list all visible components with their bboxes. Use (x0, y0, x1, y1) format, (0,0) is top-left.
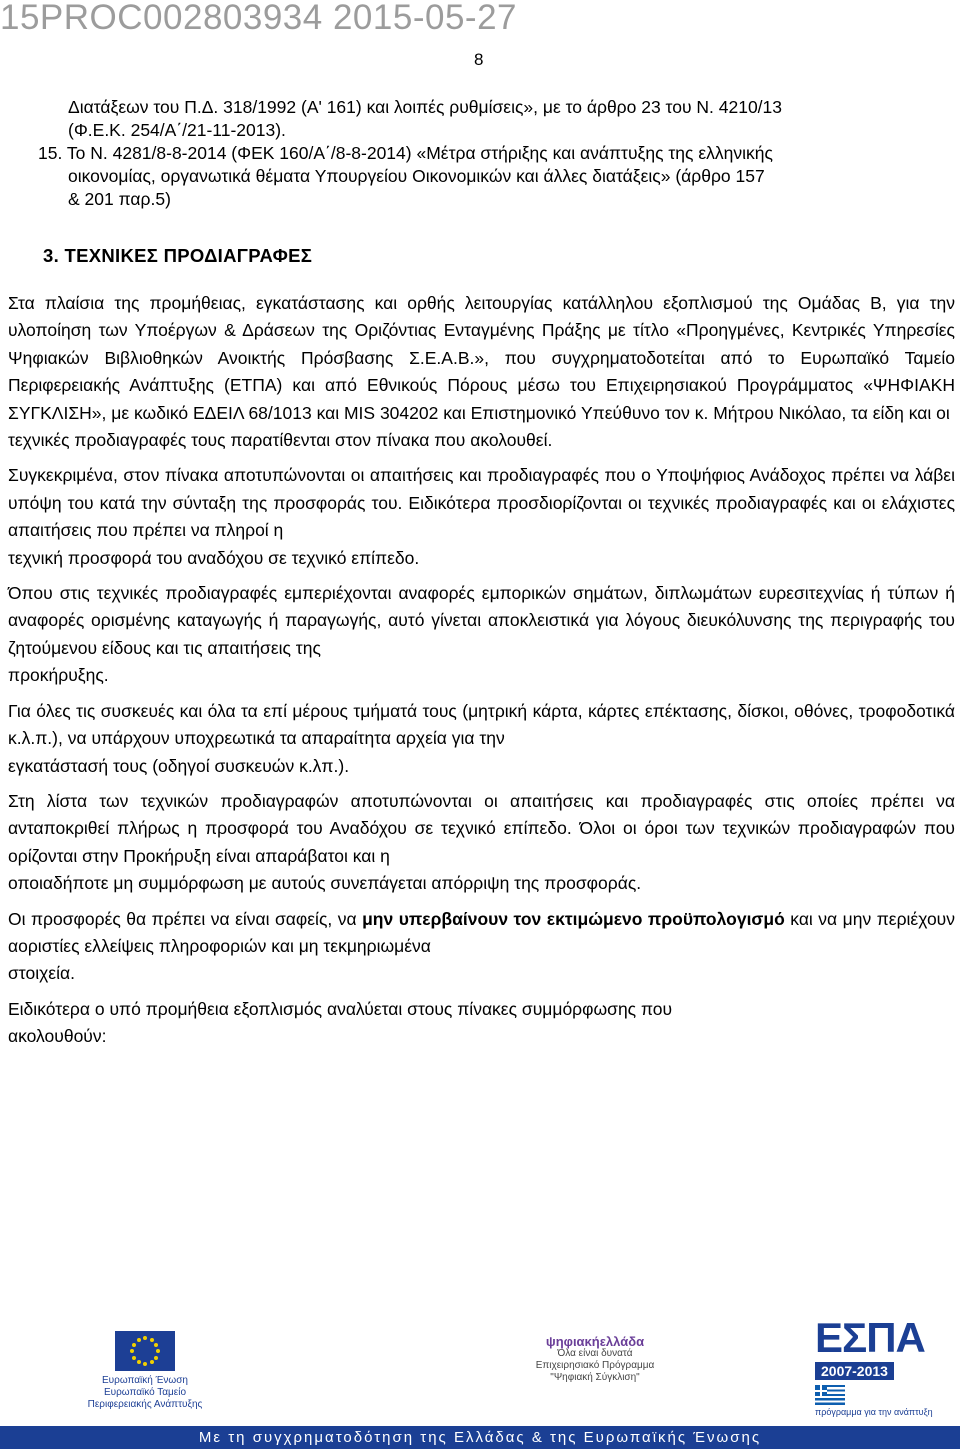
eu-star-icon (143, 1362, 147, 1366)
espa-wordmark: ΕΣΠΑ (815, 1314, 925, 1361)
list-item-15-line: 15. Το Ν. 4281/8-8-2014 (ΦΕΚ 160/Α΄/8-8-2014) «Μέτρα στήριξης και ανάπτυξης της ελληνικής (38, 143, 773, 163)
espa-logo (815, 1316, 945, 1417)
paragraph-text: Για όλες τις συσκευές και όλα τα επί μέρους τμήματά τους (μητρική κάρτα, κάρτες επέκτασης, δίσκοι, οθόνες, τροφοδοτικά κ.λ.π.), να υπάρχουν υποχρεωτικά τα απαραίτητα αρχεία για την (8, 700, 955, 749)
list-item-15-line: & 201 παρ.5) (68, 189, 171, 209)
espa-tagline: πρόγραμμα για την ανάπτυξη (815, 1407, 933, 1417)
eu-star-icon (150, 1360, 154, 1364)
eu-star-icon (137, 1360, 141, 1364)
paragraph-last-line: ακολουθούν: (8, 1026, 107, 1047)
paragraph-last-line: οποιαδήποτε μη συμμόρφωση με αυτούς συνεπάγεται απόρριψη της προσφοράς. (8, 873, 642, 894)
eu-logo-text: Ευρωπαϊκή Ένωση (102, 1375, 188, 1386)
eu-star-icon (150, 1338, 154, 1342)
paragraph-last-line: τεχνική προσφορά του αναδόχου σε τεχνικό επίπεδο. (8, 547, 420, 568)
paragraph (8, 788, 955, 898)
paragraph-text: Συγκεκριμένα, στον πίνακα αποτυπώνονται οι απαιτήσεις και προδιαγραφές που ο Υποψήφιος Ανάδοχος πρέπει να λάβει υπόψη του κατά την σύνταξη της προσφοράς του. Ειδικότερα προσδιορίζονται οι τεχνικές προδιαγραφές και οι ελάχιστες απαιτήσεις που πρέπει να πληροί η (8, 465, 955, 541)
eu-star-icon (154, 1356, 158, 1360)
eu-star-icon (156, 1349, 160, 1353)
eu-star-icon (143, 1336, 147, 1340)
section-heading: 3. ΤΕΧΝΙΚΕΣ ΠΡΟΔΙΑΓΡΑΦΕΣ (43, 245, 313, 266)
paragraph-last-line: προκήρυξης. (8, 665, 109, 686)
greek-flag-icon (815, 1385, 845, 1405)
list-item-14-line: Διατάξεων του Π.Δ. 318/1992 (Α' 161) και λοιπές ρυθμίσεις», με το άρθρο 23 του Ν. 4210/13 (68, 97, 783, 117)
paragraph-text: Στη λίστα των τεχνικών προδιαγραφών αποτυπώνονται οι απαιτήσεις και προδιαγραφές στις οποίες πρέπει να ανταποκριθεί πλήρως η προσφορά του Αναδόχου σε τεχνικό επίπεδο. Όλοι οι όροι των τεχνικών προδιαγραφών που ορίζονται στην Προκήρυξη είναι απαράβατοι και η (8, 790, 955, 866)
paragraph (8, 698, 955, 780)
eu-logo-text: Περιφερειακής Ανάπτυξης (87, 1399, 203, 1410)
paragraph (8, 462, 955, 572)
list-item-14-line: (Φ.Ε.Κ. 254/Α΄/21-11-2013). (68, 120, 286, 140)
eu-star-icon (130, 1349, 134, 1353)
paragraph-last-line: εγκατάστασή τους (οδηγοί συσκευών κ.λπ.). (8, 755, 350, 776)
paragraph-last-line: τεχνικές προδιαγραφές τους παρατίθενται στον πίνακα που ακολουθεί. (8, 430, 553, 451)
legislation-list (38, 96, 948, 211)
digital-greece-brand: ψηφιακήελλάδα (545, 1334, 645, 1349)
paragraph-text: Ειδικότερα ο υπό προμήθεια εξοπλισμός αναλύεται στους πίνακες συμμόρφωσης που (8, 998, 673, 1019)
document-body (8, 290, 955, 1059)
paragraph (8, 906, 955, 988)
paragraph-text: και να μην περιέχουν αοριστίες ελλείψεις πληροφοριών και μη τεκμηριωμένα (8, 908, 955, 956)
paragraph-text: Οι προσφορές θα πρέπει να είναι σαφείς, να (8, 908, 363, 929)
eu-logo-caption (70, 1375, 220, 1411)
digital-greece-text: Επιχειρησιακό Πρόγραμμα (535, 1360, 655, 1371)
paragraph-last-line: στοιχεία. (8, 963, 75, 984)
digital-greece-text: "Ψηφιακή Σύγκλιση" (550, 1372, 640, 1383)
page-number: 8 (474, 50, 484, 69)
bold-emphasis: μην υπερβαίνουν τον εκτιμώμενο προϋπολογισμό (362, 908, 785, 929)
paragraph-text: Όπου στις τεχνικές προδιαγραφές εμπεριέχονται αναφορές εμπορικών σημάτων, διπλωμάτων ευρεσιτεχνίας ή τύπων ή αναφορές ορισμένης καταγωγής ή παραγωγής, αυτό γίνεται αποκλειστικά για λόγους διευκόλυνσης της περιγραφής του ζητούμενου είδους και τις απαιτήσεις της (8, 583, 955, 658)
eu-flag-icon (115, 1331, 175, 1371)
digital-greece-logo (530, 1336, 660, 1384)
espa-years: 2007-2013 (815, 1362, 894, 1380)
eu-logo (70, 1331, 220, 1411)
document-id-stamp: 15PROC002803934 2015-05-27 (0, 0, 517, 37)
eu-star-icon (137, 1338, 141, 1342)
paragraph (8, 996, 955, 1051)
eu-star-icon (154, 1343, 158, 1347)
cofunding-footer-bar: Με τη συγχρηματοδότηση της Ελλάδας & της Ευρωπαϊκής Ένωσης (0, 1426, 960, 1449)
paragraph-text: Στα πλαίσια της προμήθειας, εγκατάστασης και ορθής λειτουργίας κατάλληλου εξοπλισμού της Ομάδας Β, για την υλοποίηση των Υποέργων & Δράσεων της Οριζόντιας Ενταγμένης Πράξης με τίτλο «Προηγμένες, Κεντρικές Υπηρεσίες Ψηφιακών Βιβλιοθηκών Ανοικτής Πρόσβασης Σ.Ε.Α.Β.», που συγχρηματοδοτείται από το Ευρωπαϊκό Ταμείο Περιφερειακής Ανάπτυξης (ΕΤΠΑ) και από Εθνικούς Πόρους μέσω του Επιχειρησιακού Προγράμματος «ΨΗΦΙΑΚΗ ΣΥΓΚΛΙΣΗ», με κωδικό ΕΔΕΙΛ 68/1013 και MIS 304202 και Επιστημονικό Υπεύθυνο τον κ. Μήτρου Νικόλαο, τα είδη και οι (8, 293, 955, 423)
paragraph (8, 580, 955, 690)
paragraph (8, 290, 955, 454)
eu-star-icon (132, 1343, 136, 1347)
funding-logos (0, 1316, 960, 1426)
list-item-15-line: οικονομίας, οργανωτικά θέματα Υπουργείου Οικονομικών και άλλες διατάξεις» (άρθρο 157 (68, 166, 765, 186)
eu-logo-text: Ευρωπαϊκό Ταμείο (103, 1387, 187, 1398)
digital-greece-text: Όλα είναι δυνατά (557, 1348, 633, 1359)
eu-star-icon (132, 1356, 136, 1360)
